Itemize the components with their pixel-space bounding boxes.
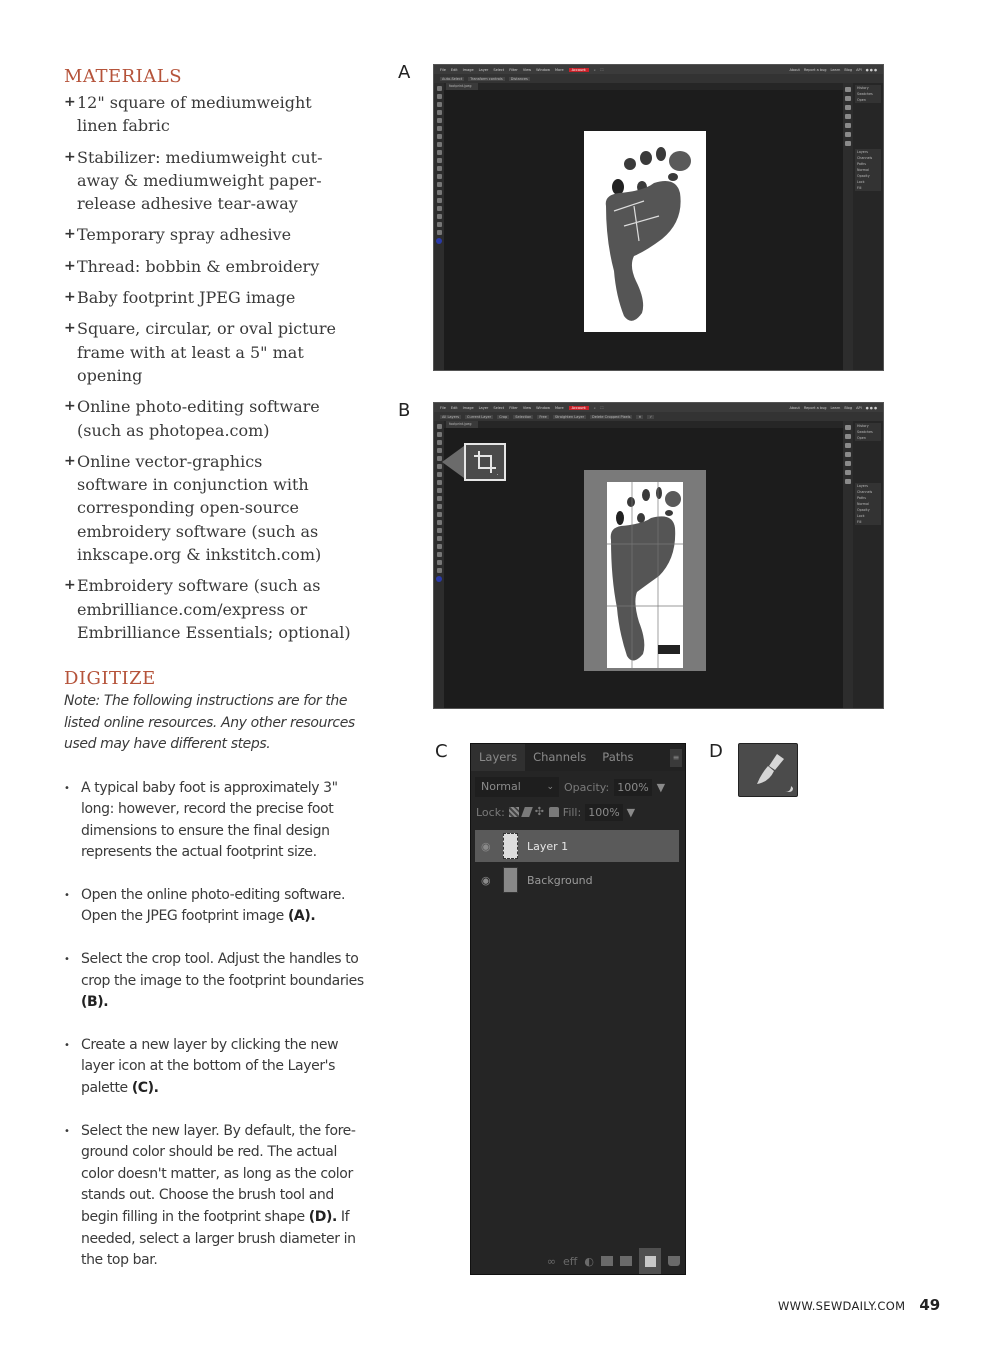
figure-b-label: B bbox=[398, 400, 411, 421]
digitize-section bbox=[64, 668, 364, 1293]
materials-item-line: frame with at least a 5" mat bbox=[77, 342, 304, 362]
type-tool-icon[interactable] bbox=[437, 198, 442, 203]
blur-tool-icon[interactable] bbox=[437, 512, 442, 517]
plus-bullet-icon: + bbox=[64, 226, 76, 243]
brush-panel-icon[interactable] bbox=[845, 443, 851, 448]
menu-more[interactable]: More bbox=[554, 405, 564, 410]
materials-item-line: corresponding open-source bbox=[77, 498, 300, 518]
footprint-image bbox=[584, 131, 706, 332]
editor-options-bar bbox=[434, 74, 883, 83]
plus-bullet-icon: + bbox=[64, 452, 76, 469]
layers-panel-tabs bbox=[471, 744, 685, 771]
plus-bullet-icon: + bbox=[64, 257, 76, 274]
page-footer bbox=[778, 1296, 940, 1314]
materials-item bbox=[64, 146, 374, 216]
materials-item-line: Baby footprint JPEG image bbox=[77, 288, 296, 308]
option-selection[interactable]: Selection bbox=[515, 414, 532, 419]
brush-tool-icon[interactable] bbox=[437, 142, 442, 147]
link-learn[interactable]: Learn bbox=[830, 405, 841, 410]
crop-options-bar bbox=[434, 412, 883, 421]
materials-item-line: linen fabric bbox=[77, 116, 170, 136]
para-panel-icon[interactable] bbox=[845, 461, 851, 466]
shape-tool-icon[interactable] bbox=[437, 552, 442, 557]
step-item bbox=[64, 778, 364, 864]
zoom-tool-icon[interactable] bbox=[437, 230, 442, 235]
paths-tab[interactable]: Paths bbox=[857, 496, 866, 500]
materials-item-line: 12" square of mediumweight bbox=[77, 93, 312, 112]
blur-tool-icon[interactable] bbox=[437, 174, 442, 179]
menu-file[interactable]: File bbox=[440, 405, 446, 410]
figure-b-screenshot bbox=[433, 402, 884, 709]
materials-item-line: embroidery software (such as bbox=[77, 521, 319, 541]
crop-tool-enlarged[interactable] bbox=[464, 443, 506, 481]
materials-item-line: opening bbox=[77, 365, 143, 385]
panel-icon-strip bbox=[843, 421, 853, 708]
crop-icon bbox=[472, 449, 498, 475]
menu-file[interactable]: File bbox=[440, 67, 446, 72]
lock-row bbox=[471, 798, 685, 822]
fullscreen-icon[interactable]: ⛶ bbox=[600, 405, 604, 410]
materials-item-line: Online vector-graphics bbox=[77, 451, 263, 471]
heal-tool-icon[interactable] bbox=[437, 134, 442, 139]
materials-item-line: embrilliance.com/express or bbox=[77, 599, 308, 619]
history-open[interactable]: Open bbox=[857, 98, 866, 102]
right-panels bbox=[843, 421, 883, 708]
wand-tool-icon[interactable] bbox=[437, 448, 442, 453]
tab-layers[interactable]: Layers bbox=[471, 744, 525, 771]
fill-label: Fill: bbox=[562, 805, 582, 819]
materials-item-line: Embroidery software (such as bbox=[77, 576, 321, 596]
menu-view[interactable]: View bbox=[522, 405, 532, 410]
link-blog[interactable]: Blog bbox=[844, 67, 853, 72]
lock-all-icon[interactable] bbox=[549, 807, 559, 817]
eyedropper-tool-icon[interactable] bbox=[437, 126, 442, 131]
document-tabs bbox=[444, 421, 843, 428]
plus-bullet-icon: + bbox=[64, 94, 76, 110]
materials-item-line: Online photo-editing software bbox=[77, 397, 320, 417]
layers-list bbox=[471, 830, 685, 896]
step-text: Select the crop tool. Adjust the handles to crop the image to the footprint boundaries bbox=[81, 951, 364, 989]
materials-item bbox=[64, 395, 374, 442]
layers-bottom-bar bbox=[471, 1248, 685, 1274]
option-all-layers[interactable]: All Layers bbox=[442, 414, 460, 419]
crop-tool-icon[interactable] bbox=[437, 118, 442, 123]
link-about[interactable]: About bbox=[789, 405, 800, 410]
brush-panel-icon[interactable] bbox=[845, 105, 851, 110]
search-icon[interactable]: ⌕ bbox=[593, 405, 596, 410]
figure-reference: (C). bbox=[131, 1080, 159, 1097]
menu-window[interactable]: Window bbox=[536, 67, 550, 72]
confirm-crop-icon[interactable]: ✓ bbox=[649, 414, 653, 419]
bullet-icon: • bbox=[64, 954, 70, 966]
adjustment-icon[interactable]: ◐ bbox=[584, 1254, 594, 1268]
layer-row-background[interactable] bbox=[475, 864, 679, 896]
move-tool-icon[interactable] bbox=[437, 86, 442, 91]
materials-item-line: Stabilizer: mediumweight cut- bbox=[77, 147, 323, 167]
materials-list bbox=[64, 91, 374, 644]
materials-item bbox=[64, 223, 374, 246]
new-layer-icon bbox=[645, 1256, 656, 1267]
materials-item-line: Thread: bobbin & embroidery bbox=[77, 256, 320, 276]
link-about[interactable]: About bbox=[789, 67, 800, 72]
layers-tab[interactable]: Layers bbox=[857, 484, 868, 488]
channels-tab[interactable]: Channels bbox=[857, 490, 873, 494]
crop-region[interactable] bbox=[607, 482, 683, 668]
menu-filter[interactable]: Filter bbox=[509, 67, 518, 72]
callout-arrow bbox=[442, 446, 464, 478]
mask-icon[interactable] bbox=[601, 1256, 613, 1266]
crop-tool-callout bbox=[442, 443, 506, 481]
lock-icons bbox=[509, 807, 559, 817]
shape-tool-icon[interactable] bbox=[437, 214, 442, 219]
opacity-label: Opacity bbox=[857, 508, 870, 512]
footprint-graphic bbox=[607, 482, 683, 668]
menu-layer[interactable]: Layer bbox=[478, 405, 489, 410]
color-swatch[interactable] bbox=[436, 238, 442, 244]
plus-bullet-icon: + bbox=[64, 289, 76, 306]
materials-item-line: inkscape.org & inkstitch.com) bbox=[77, 545, 322, 565]
document-tab[interactable]: footprint.jpeg bbox=[446, 83, 478, 90]
wand-tool-icon[interactable] bbox=[437, 110, 442, 115]
figure-reference: (B). bbox=[81, 994, 109, 1011]
account-button[interactable]: Account bbox=[569, 68, 589, 72]
materials-section bbox=[64, 66, 374, 652]
new-layer-button[interactable] bbox=[639, 1248, 661, 1274]
figure-d-label: D bbox=[709, 741, 723, 762]
document-tab[interactable]: footprint.jpeg bbox=[446, 421, 478, 428]
option-delete-cropped[interactable]: Delete Cropped Pixels bbox=[592, 414, 631, 419]
layers-mini-panel bbox=[855, 483, 881, 525]
plus-bullet-icon: + bbox=[64, 148, 76, 165]
fill-tool-icon[interactable] bbox=[437, 166, 442, 171]
layers-mini-panel bbox=[855, 149, 881, 191]
panel-icon-strip bbox=[843, 83, 853, 370]
layer-row-layer-1[interactable] bbox=[475, 830, 679, 862]
bullet-icon: • bbox=[64, 889, 70, 901]
css-panel-icon[interactable] bbox=[845, 132, 851, 137]
plus-bullet-icon: + bbox=[64, 398, 76, 415]
history-panel-icon[interactable] bbox=[845, 87, 851, 92]
bullet-icon: • bbox=[64, 1039, 70, 1051]
document-tabs bbox=[444, 83, 843, 90]
fill-input[interactable]: 100% bbox=[585, 804, 622, 821]
eyedropper-tool-icon[interactable] bbox=[437, 464, 442, 469]
blend-mode[interactable]: Normal bbox=[857, 502, 869, 506]
steps-list bbox=[64, 778, 364, 1272]
lock-label: Lock: bbox=[476, 805, 505, 819]
lock-position-icon[interactable]: ✣ bbox=[534, 805, 545, 818]
brush-icon bbox=[739, 744, 799, 798]
swatches-tab[interactable]: Swatches bbox=[857, 92, 873, 96]
panel-menu-icon[interactable]: ≡ bbox=[670, 749, 682, 767]
crop-tool-icon[interactable] bbox=[437, 456, 442, 461]
option-crop[interactable]: Crop bbox=[499, 414, 508, 419]
materials-item-line: Square, circular, or oval picture bbox=[77, 319, 336, 339]
css-panel-icon[interactable] bbox=[845, 470, 851, 475]
history-tab[interactable]: History bbox=[857, 86, 869, 90]
page-number: 49 bbox=[919, 1296, 941, 1314]
image-panel-icon[interactable] bbox=[845, 479, 851, 484]
fullscreen-icon[interactable]: ⛶ bbox=[600, 67, 604, 72]
materials-item-line: Temporary spray adhesive bbox=[77, 225, 292, 245]
blend-row bbox=[471, 771, 685, 798]
brush-tool-icon[interactable] bbox=[437, 480, 442, 485]
right-panels bbox=[843, 83, 883, 370]
step-text: Open the online photo-editing software. Open the JPEG footprint image bbox=[81, 886, 346, 925]
link-report-bug[interactable]: Report a bug bbox=[803, 405, 827, 410]
materials-item bbox=[64, 91, 374, 138]
link-icon[interactable]: ∞ bbox=[546, 1254, 557, 1268]
blend-mode[interactable]: Normal bbox=[857, 168, 869, 172]
history-tab[interactable]: History bbox=[857, 424, 869, 428]
account-button[interactable]: Account bbox=[569, 406, 589, 410]
link-report-bug[interactable]: Report a bug bbox=[803, 67, 827, 72]
option-straighten[interactable]: Straighten Layer bbox=[554, 414, 585, 419]
plus-bullet-icon: + bbox=[64, 577, 76, 594]
step-item bbox=[64, 949, 364, 1014]
tab-channels[interactable]: Channels bbox=[533, 750, 587, 764]
channels-tab[interactable]: Channels bbox=[857, 156, 873, 160]
materials-item-line: away & mediumweight paper- bbox=[77, 170, 322, 190]
step-item bbox=[64, 1035, 364, 1100]
materials-item bbox=[64, 286, 374, 309]
tools-panel bbox=[434, 83, 444, 370]
link-blog[interactable]: Blog bbox=[844, 405, 853, 410]
history-panel-icon[interactable] bbox=[845, 425, 851, 430]
eye-icon[interactable]: ◉ bbox=[481, 839, 491, 853]
tab-paths[interactable]: Paths bbox=[602, 750, 634, 764]
image-panel-icon[interactable] bbox=[845, 141, 851, 146]
figure-reference: (A). bbox=[287, 908, 316, 925]
swatches-tab[interactable]: Swatches bbox=[857, 430, 873, 434]
canvas-area[interactable] bbox=[444, 428, 843, 708]
materials-item bbox=[64, 574, 374, 644]
marquee-tool-icon[interactable] bbox=[437, 94, 442, 99]
digitize-heading: DIGITIZE bbox=[64, 668, 156, 689]
link-learn[interactable]: Learn bbox=[830, 67, 841, 72]
fill-label: Fill bbox=[857, 186, 862, 190]
swatches-panel-icon[interactable] bbox=[845, 96, 851, 101]
history-panel bbox=[855, 423, 881, 441]
link-api[interactable]: API bbox=[856, 67, 862, 72]
option-ratio[interactable]: Free bbox=[539, 414, 547, 419]
bullet-icon: • bbox=[64, 782, 70, 794]
figure-a-screenshot bbox=[433, 64, 884, 371]
editor-menubar bbox=[434, 65, 883, 74]
stamp-tool-icon[interactable] bbox=[437, 150, 442, 155]
menu-more[interactable]: More bbox=[554, 67, 564, 72]
history-open[interactable]: Open bbox=[857, 436, 866, 440]
lasso-tool-icon[interactable] bbox=[437, 102, 442, 107]
paths-tab[interactable]: Paths bbox=[857, 162, 866, 166]
opacity-label: Opacity: bbox=[564, 780, 610, 794]
effects-icon[interactable]: eff bbox=[563, 1254, 578, 1268]
step-text-after: If needed, select a larger brush diameter in the top bar. bbox=[81, 1209, 356, 1269]
menu-filter[interactable]: Filter bbox=[509, 405, 518, 410]
eraser-tool-icon[interactable] bbox=[437, 158, 442, 163]
chevron-down-icon: ⌄ bbox=[546, 782, 554, 792]
lock-label: Lock bbox=[857, 180, 865, 184]
fill-dropdown-icon[interactable]: ▼ bbox=[626, 805, 636, 819]
para-panel-icon[interactable] bbox=[845, 123, 851, 128]
dodge-tool-icon[interactable] bbox=[437, 520, 442, 525]
layer-thumbnail bbox=[503, 833, 518, 859]
pen-tool-icon[interactable] bbox=[437, 528, 442, 533]
char-panel-icon[interactable] bbox=[845, 114, 851, 119]
stamp-tool-icon[interactable] bbox=[437, 488, 442, 493]
link-api[interactable]: API bbox=[856, 405, 862, 410]
plus-bullet-icon: + bbox=[64, 320, 76, 337]
search-icon[interactable]: ⌕ bbox=[593, 67, 596, 72]
materials-item bbox=[64, 255, 374, 278]
opacity-dropdown-icon[interactable]: ▼ bbox=[656, 780, 666, 794]
menu-image[interactable]: Image bbox=[462, 67, 474, 72]
layers-tab[interactable]: Layers bbox=[857, 150, 868, 154]
opacity-label: Opacity bbox=[857, 174, 870, 178]
blend-mode-select[interactable] bbox=[475, 777, 559, 797]
lock-pixels-icon[interactable] bbox=[521, 807, 533, 817]
fill-tool-icon[interactable] bbox=[437, 504, 442, 509]
menu-image[interactable]: Image bbox=[462, 405, 474, 410]
menu-select[interactable]: Select bbox=[493, 405, 505, 410]
pen-tool-icon[interactable] bbox=[437, 190, 442, 195]
lock-transparency-icon[interactable] bbox=[509, 807, 519, 817]
layer-name: Background bbox=[527, 873, 593, 887]
hand-tool-icon[interactable] bbox=[437, 560, 442, 565]
path-tool-icon[interactable] bbox=[437, 206, 442, 211]
editor-menubar bbox=[434, 403, 883, 412]
menu-edit[interactable]: Edit bbox=[450, 405, 458, 410]
menu-layer[interactable]: Layer bbox=[478, 67, 489, 72]
layers-panel bbox=[470, 743, 686, 1275]
menu-edit[interactable]: Edit bbox=[450, 67, 458, 72]
option-auto-select[interactable]: Auto-Select bbox=[442, 76, 463, 81]
materials-item-line: Embrilliance Essentials; optional) bbox=[77, 622, 351, 642]
figure-a-label: A bbox=[398, 62, 411, 83]
canvas-area[interactable] bbox=[444, 90, 843, 370]
layer-name: Layer 1 bbox=[527, 839, 569, 853]
materials-heading: MATERIALS bbox=[64, 66, 183, 87]
lock-label: Lock bbox=[857, 514, 865, 518]
zoom-tool-icon[interactable] bbox=[437, 568, 442, 573]
menu-view[interactable]: View bbox=[522, 67, 532, 72]
opacity-input[interactable]: 100% bbox=[614, 779, 651, 796]
option-current-layer[interactable]: Current Layer bbox=[467, 414, 492, 419]
step-text: A typical baby foot is approximately 3" long: however, record the precise foot dimensions to ensure the final design represents the actual footprint size. bbox=[81, 779, 338, 861]
option-distances[interactable]: Distances bbox=[510, 76, 528, 81]
footer-url[interactable]: WWW.SEWDAILY.COM bbox=[778, 1299, 906, 1313]
eye-icon[interactable]: ◉ bbox=[481, 873, 491, 887]
brush-tool-button[interactable] bbox=[738, 743, 798, 797]
blend-mode-value: Normal bbox=[481, 780, 521, 793]
fill-label: Fill bbox=[857, 520, 862, 524]
hand-tool-icon[interactable] bbox=[437, 222, 442, 227]
color-swatch[interactable] bbox=[436, 576, 442, 582]
materials-item bbox=[64, 317, 374, 387]
folder-icon[interactable] bbox=[620, 1256, 632, 1266]
materials-item-line: release adhesive tear-away bbox=[77, 194, 298, 214]
menu-window[interactable]: Window bbox=[536, 405, 550, 410]
step-text: Create a new layer by clicking the new layer icon at the bottom of the Layer's palette bbox=[81, 1036, 339, 1097]
swatches-panel-icon[interactable] bbox=[845, 434, 851, 439]
bullet-icon: • bbox=[64, 1125, 70, 1137]
figure-reference: (D). bbox=[308, 1209, 337, 1225]
heal-tool-icon[interactable] bbox=[437, 472, 442, 477]
move-tool-icon[interactable] bbox=[437, 424, 442, 429]
materials-item-line: (such as photopea.com) bbox=[77, 420, 270, 440]
cancel-crop-icon[interactable]: ✕ bbox=[638, 414, 642, 419]
char-panel-icon[interactable] bbox=[845, 452, 851, 457]
step-text: Select the new layer. By default, the fore-ground color should be red. The actual color doesn't matter, as long as the color stands out. Choose the brush tool and begin filling in the footprint shape bbox=[81, 1122, 356, 1225]
history-panel bbox=[855, 85, 881, 103]
marquee-tool-icon[interactable] bbox=[437, 432, 442, 437]
type-tool-icon[interactable] bbox=[437, 536, 442, 541]
social-icons[interactable]: ● ● ● bbox=[865, 67, 877, 72]
dodge-tool-icon[interactable] bbox=[437, 182, 442, 187]
social-icons[interactable]: ● ● ● bbox=[865, 405, 877, 410]
footprint-graphic bbox=[584, 131, 706, 332]
step-item bbox=[64, 1121, 364, 1272]
path-tool-icon[interactable] bbox=[437, 544, 442, 549]
trash-icon[interactable] bbox=[668, 1256, 680, 1266]
lasso-tool-icon[interactable] bbox=[437, 440, 442, 445]
menu-select[interactable]: Select bbox=[493, 67, 505, 72]
digitize-note: Note: The following instructions are for the listed online resources. Any other resources used may have different steps. bbox=[64, 693, 355, 752]
figure-c-label: C bbox=[435, 741, 448, 762]
option-transform-controls[interactable]: Transform controls bbox=[470, 76, 503, 81]
step-item bbox=[64, 885, 364, 928]
materials-item bbox=[64, 450, 374, 566]
materials-item-line: software in conjunction with bbox=[77, 475, 309, 495]
background-thumbnail bbox=[503, 867, 518, 893]
eraser-tool-icon[interactable] bbox=[437, 496, 442, 501]
